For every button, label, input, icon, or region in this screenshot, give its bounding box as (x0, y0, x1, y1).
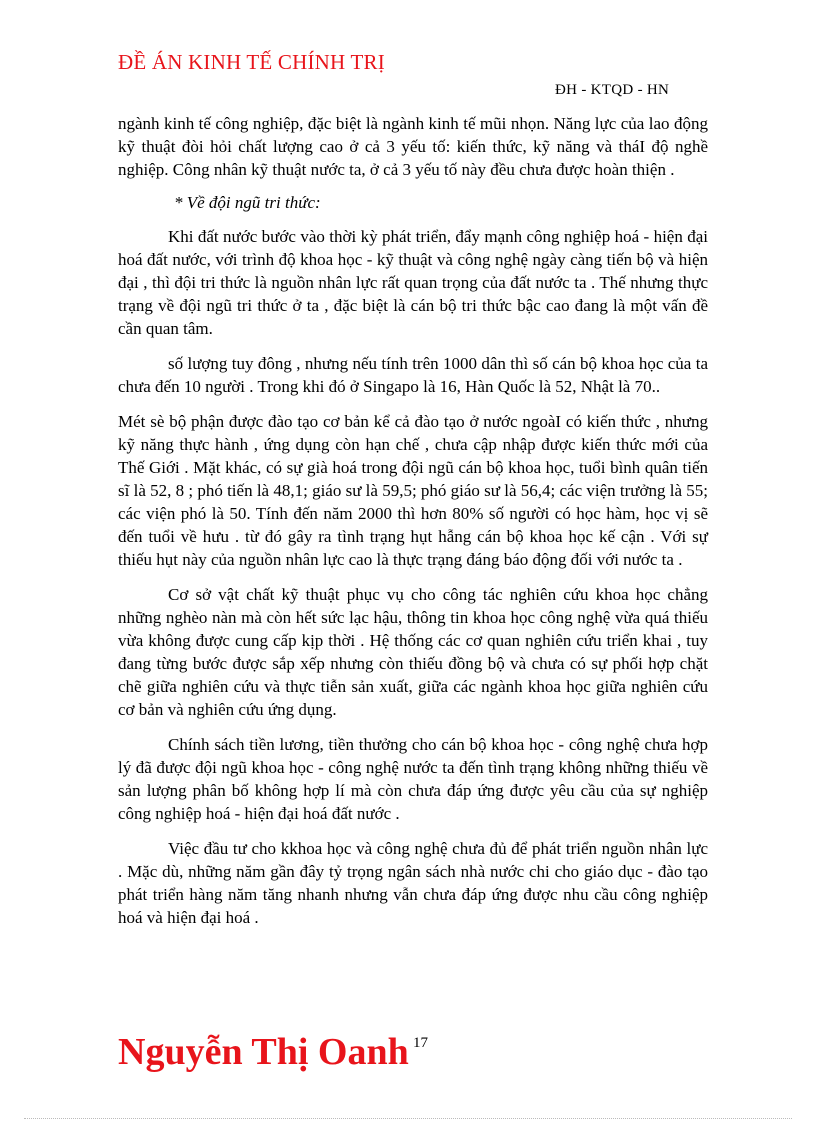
page-bottom-divider (24, 1118, 792, 1119)
document-subtitle: ĐH - KTQD - HN (555, 82, 670, 98)
author-name: Nguyễn Thị Oanh (118, 1031, 409, 1073)
section-subheading: * Về đội ngũ tri thức: (174, 193, 321, 212)
paragraph-intro: ngành kinh tế công nghiệp, đặc biệt là ngành kinh tế mũi nhọn. Năng lực của lao động kỹ thuật đòi hỏi chất lượng cao ở cả 3 yếu tố: kiến thức, kỹ năng và tháI độ nghề nghiệp. Công nhân kỹ thuật nước ta, ở cả 3 yếu tố này đều chưa được hoàn thiện . (118, 114, 708, 179)
paragraph-quality: Mét sè bộ phận được đào tạo cơ bản kể cả đào tạo ở nước ngoàI có kiến thức , nhưng kỹ năng thực hành , ứng dụng còn hạn chế , chưa cập nhập được kiến thức mới của Thế Giới . Mặt khác, có sự già hoá trong đội ngũ cán bộ khoa học, tuổi bình quân tiến sĩ là 52, 8 ; phó tiến là 48,1; giáo sư là 59,5; phó giáo sư là 56,4; các viện trưởng là 55; các viện phó là 50. Tính đến năm 2000 thì hơn 80% số người có học hàm, học vị sẽ đến tuổi về hưu . từ đó gây ra tình trạng hụt hẫng cán bộ khoa học kế cận . Với sự thiếu hụt này của nguồn nhân lực cao là thực trạng đáng báo động đối với nước ta . (118, 412, 708, 569)
paragraph-facilities: Cơ sở vật chất kỹ thuật phục vụ cho công tác nghiên cứu khoa học chẳng những nghèo nàn mà còn hết sức lạc hậu, thông tin khoa học công nghệ vừa quá thiếu vừa không được cung cấp kịp thời . Hệ thống các cơ quan nghiên cứu triển khai , tuy đang từng bước được sắp xếp nhưng còn thiếu đồng bộ và chưa có sự phối hợp chặt chẽ giữa nghiên cứu và thực tiễn sản xuất, giữa các ngành khoa học giữa nghiên cứu cơ bản và nghiên cứu ứng dụng. (118, 585, 708, 719)
page-number: 17 (413, 1035, 428, 1051)
paragraph-context: Khi đất nước bước vào thời kỳ phát triển, đẩy mạnh công nghiệp hoá - hiện đại hoá đất nước, với trình độ khoa học - kỹ thuật và công nghệ ngày càng tiến bộ và hiện đại , thì đội tri thức là nguồn nhân lực rất quan trọng của đất nước ta . Thế nhưng thực trạng về đội ngũ tri thức ở ta , đặc biệt là cán bộ tri thức bậc cao đang là một vấn đề cần quan tâm. (118, 227, 708, 338)
paragraph-quantity: số lượng tuy đông , nhưng nếu tính trên 1000 dân thì số cán bộ khoa học của ta chưa đến 10 người . Trong khi đó ở Singapo là 16, Hàn Quốc là 52, Nhật là 70.. (118, 354, 708, 396)
document-title: ĐỀ ÁN KINH TẾ CHÍNH TRỊ (118, 50, 385, 74)
paragraph-salary: Chính sách tiền lương, tiền thưởng cho cán bộ khoa học - công nghệ chưa hợp lý đã được đội ngũ khoa học - công nghệ nước ta đến tình trạng không những thiếu về sản lượng phân bố không hợp lí mà còn chưa đáp ứng được yêu cầu của sự nghiệp công nghiệp hoá - hiện đại hoá đất nước . (118, 735, 708, 823)
paragraph-investment: Việc đầu tư cho kkhoa học và công nghệ chưa đủ để phát triển nguồn nhân lực . Mặc dù, những năm gần đây tỷ trọng ngân sách nhà nước chi cho giáo dục - đào tạo phát triển hàng năm tăng nhanh nhưng vẫn chưa đáp ứng được nhu cầu công nghiệp hoá và hiện đại hoá . (118, 839, 708, 927)
document-body (118, 112, 708, 941)
